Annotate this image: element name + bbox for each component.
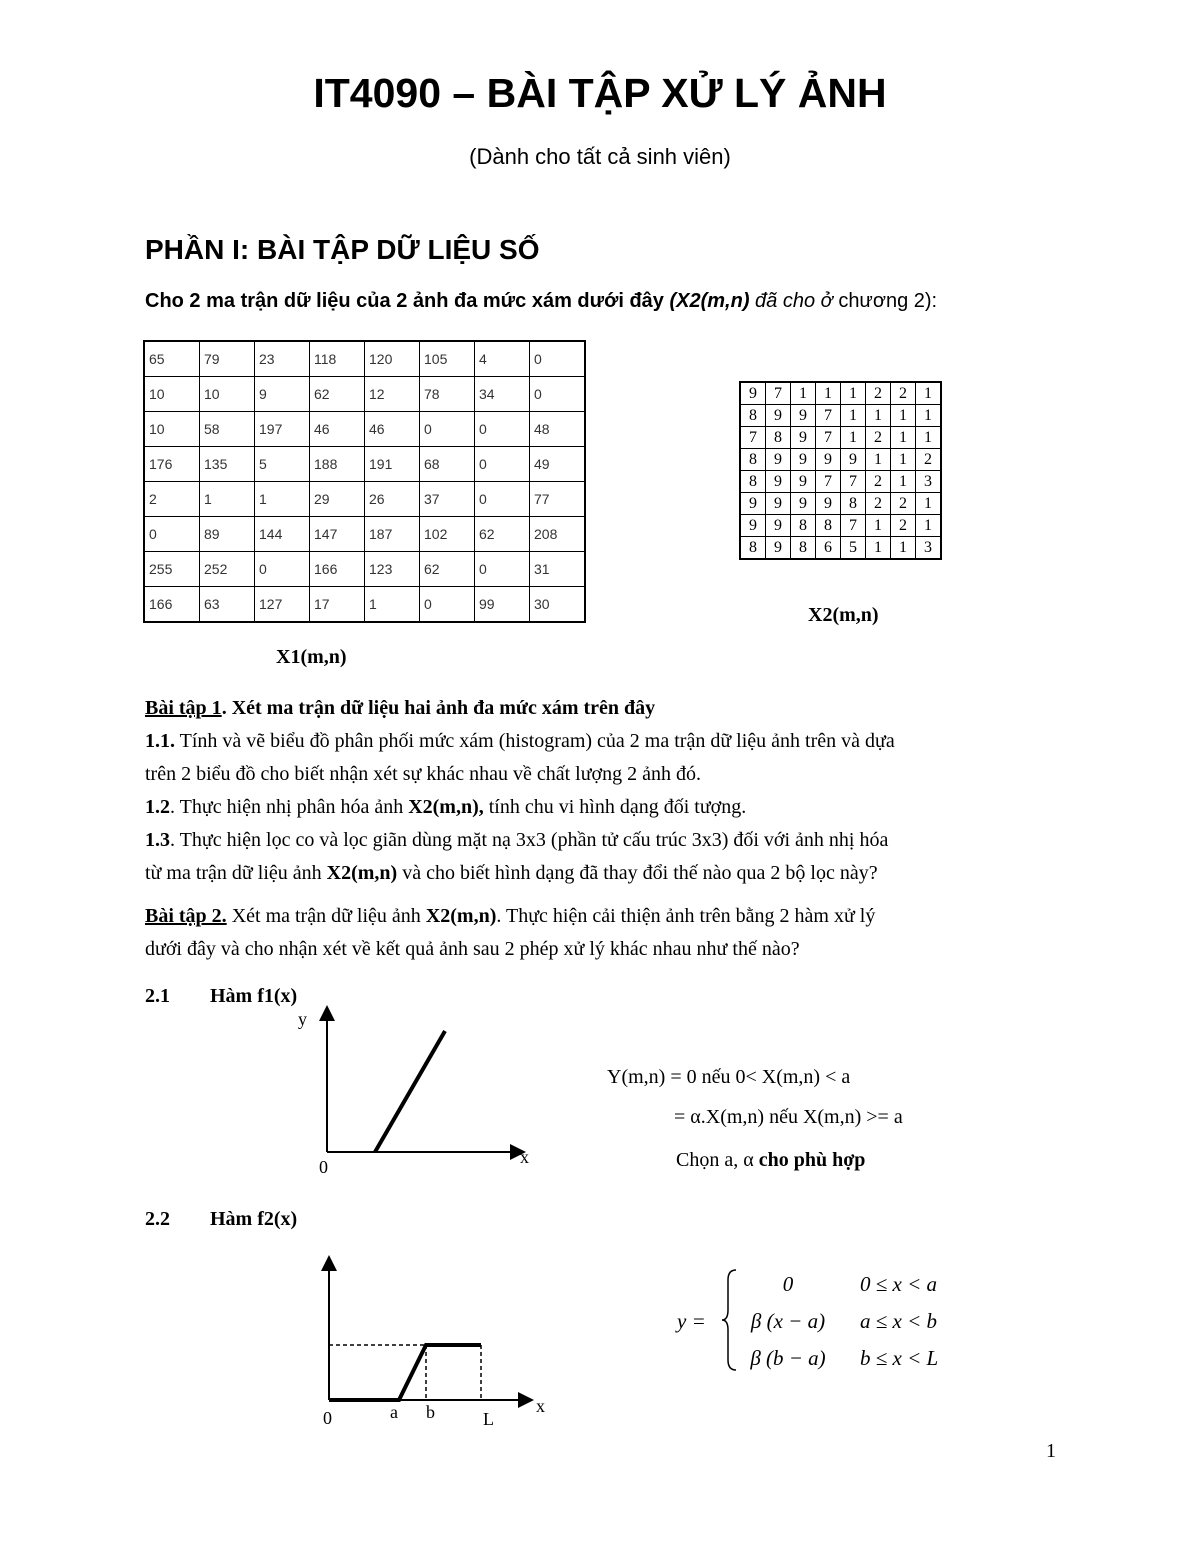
- matrix-x1-cell: 102: [420, 517, 475, 552]
- f1-axis-x-label: x: [520, 1147, 529, 1167]
- matrix-x2-cell: 8: [740, 405, 766, 427]
- ex1-q11-line1: [145, 730, 895, 753]
- matrix-x1-cell: 188: [310, 447, 365, 482]
- matrix-x2-cell: 2: [866, 427, 891, 449]
- matrix-x2-row: [740, 515, 941, 537]
- matrix-x2-cell: 8: [740, 471, 766, 493]
- matrix-x2-cell: 9: [791, 427, 816, 449]
- matrix-x2-cell: 1: [891, 537, 916, 560]
- matrix-x2-cell: 3: [916, 471, 942, 493]
- matrix-x1-row: [144, 587, 585, 623]
- matrix-x1-cell: 48: [530, 412, 586, 447]
- ex1-q13-text-a: từ ma trận dữ liệu ảnh: [145, 862, 327, 884]
- ex1-title-line: [145, 697, 655, 720]
- f1-graph: [290, 1005, 550, 1185]
- ex1-q12-ref: X2(m,n),: [408, 796, 484, 818]
- matrix-x2-cell: 9: [766, 449, 791, 471]
- intro-rest: chương 2):: [838, 290, 938, 312]
- f2-case-expr: β (b − a): [750, 1346, 826, 1370]
- matrix-x1-cell: 255: [144, 552, 200, 587]
- matrix-x1-cell: 208: [530, 517, 586, 552]
- matrix-x2-cell: 8: [841, 493, 866, 515]
- matrix-x1-cell: 9: [255, 377, 310, 412]
- matrix-x1-cell: 0: [475, 482, 530, 517]
- matrix-x1-cell: 0: [255, 552, 310, 587]
- matrix-x2-cell: 1: [916, 493, 942, 515]
- matrix-x2-row: [740, 471, 941, 493]
- matrix-x1-row: [144, 341, 585, 377]
- matrix-x2-cell: 9: [766, 537, 791, 560]
- matrix-x1-cell: 34: [475, 377, 530, 412]
- matrix-x1-cell: 99: [475, 587, 530, 623]
- matrix-x1-cell: 166: [310, 552, 365, 587]
- matrix-x2-cell: 8: [740, 449, 766, 471]
- matrix-x1-cell: 187: [365, 517, 420, 552]
- f1-label: Hàm f1(x): [210, 985, 298, 1007]
- matrix-x1-cell: 166: [144, 587, 200, 623]
- matrix-x2-cell: 5: [841, 537, 866, 560]
- matrix-x1-cell: 120: [365, 341, 420, 377]
- ex2-text-a: Xét ma trận dữ liệu ảnh: [226, 905, 426, 927]
- matrix-x1-cell: 2: [144, 482, 200, 517]
- ex1-q13-line1: [145, 829, 888, 852]
- matrix-x1-cell: 62: [475, 517, 530, 552]
- matrix-x1-cell: 191: [365, 447, 420, 482]
- ex1-q12-num: 1.2: [145, 796, 170, 818]
- matrix-x1-cell: 0: [144, 517, 200, 552]
- part1-heading: PHẦN I: BÀI TẬP DỮ LIỆU SỐ: [145, 234, 540, 265]
- matrix-x2-row: [740, 493, 941, 515]
- matrix-x2-cell: 9: [766, 471, 791, 493]
- matrix-x2-cell: 7: [816, 427, 841, 449]
- matrix-x2-cell: 9: [791, 449, 816, 471]
- matrix-x2-cell: 9: [740, 493, 766, 515]
- matrix-x2-cell: 2: [891, 382, 916, 405]
- ex1-q12-text-a: . Thực hiện nhị phân hóa ảnh: [170, 796, 409, 818]
- matrix-x2-cell: 9: [740, 515, 766, 537]
- matrix-x1-cell: 147: [310, 517, 365, 552]
- matrix-x1-cell: 118: [310, 341, 365, 377]
- ex1-q11-line2: trên 2 biểu đồ cho biết nhận xét sự khác nhau về chất lượng 2 ảnh đó.: [145, 763, 701, 785]
- matrix-x2-cell: 9: [766, 405, 791, 427]
- f1-eq-line3: [676, 1149, 865, 1172]
- f2-graph: [300, 1255, 570, 1435]
- matrix-x2-row: [740, 537, 941, 560]
- matrix-x1-cell: 49: [530, 447, 586, 482]
- intro-bold-text: Cho 2 ma trận dữ liệu của 2 ảnh đa mức xám dưới đây: [145, 290, 664, 312]
- matrix-x1-cell: 62: [420, 552, 475, 587]
- matrix-x2-cell: 9: [816, 493, 841, 515]
- ex2-line1: [145, 905, 875, 928]
- matrix-x2-row: [740, 405, 941, 427]
- matrix-x1-cell: 1: [365, 587, 420, 623]
- matrix-x2-cell: 8: [791, 515, 816, 537]
- ex2-text-b: . Thực hiện cải thiện ảnh trên bằng 2 hàm xử lý: [496, 905, 876, 927]
- matrix-x1-cell: 1: [200, 482, 255, 517]
- ex1-title-rest: . Xét ma trận dữ liệu hai ảnh đa mức xám trên đây: [221, 697, 656, 719]
- matrix-x1-cell: 30: [530, 587, 586, 623]
- matrix-x2-cell: 1: [791, 382, 816, 405]
- matrix-x1-cell: 176: [144, 447, 200, 482]
- matrix-x1-cell: 65: [144, 341, 200, 377]
- f1-eq-line3-a: Chọn a, α: [676, 1149, 759, 1171]
- matrix-x1-label: X1(m,n): [276, 646, 347, 668]
- f2-label: Hàm f2(x): [210, 1208, 298, 1230]
- matrix-x2-cell: 8: [740, 537, 766, 560]
- matrix-x1-cell: 197: [255, 412, 310, 447]
- matrix-x2-cell: 1: [841, 405, 866, 427]
- f1-eq-line3-b: cho phù hợp: [758, 1149, 866, 1171]
- matrix-x1-cell: 127: [255, 587, 310, 623]
- matrix-x2-cell: 9: [740, 382, 766, 405]
- ex1-title: Bài tập 1: [145, 697, 222, 719]
- matrix-x1-cell: 4: [475, 341, 530, 377]
- matrix-x1-cell: 29: [310, 482, 365, 517]
- matrix-x2-cell: 8: [766, 427, 791, 449]
- f2-case-cond: 0 ≤ x < a: [860, 1272, 938, 1296]
- matrix-x1-cell: 78: [420, 377, 475, 412]
- ex1-q13-num: 1.3: [145, 829, 170, 851]
- matrix-x2-cell: 9: [791, 493, 816, 515]
- intro-ref: (X2(m,n): [669, 290, 750, 312]
- matrix-x1-cell: 62: [310, 377, 365, 412]
- matrix-x1-cell: 144: [255, 517, 310, 552]
- ex1-q13-line2: [145, 862, 878, 885]
- matrix-x2-cell: 2: [891, 515, 916, 537]
- matrix-x1-cell: 31: [530, 552, 586, 587]
- matrix-x2-cell: 1: [916, 427, 942, 449]
- matrix-x2-cell: 1: [916, 515, 942, 537]
- matrix-x2-cell: 9: [766, 515, 791, 537]
- matrix-x2-label: X2(m,n): [808, 604, 879, 626]
- ex1-q12-text-b: tính chu vi hình dạng đối tượng.: [483, 796, 747, 818]
- matrix-x2-cell: 7: [816, 471, 841, 493]
- ex1-q12: [145, 796, 746, 819]
- ex1-q13-ref: X2(m,n): [326, 862, 398, 884]
- ex2-title: Bài tập 2.: [145, 905, 227, 927]
- matrix-x1-cell: 10: [144, 412, 200, 447]
- matrix-x1-cell: 77: [530, 482, 586, 517]
- matrix-x1-cell: 89: [200, 517, 255, 552]
- f2-tick-L: L: [483, 1409, 494, 1429]
- matrix-x1-cell: 0: [530, 377, 586, 412]
- matrix-x1-cell: 105: [420, 341, 475, 377]
- f2-case-expr: β (x − a): [750, 1309, 826, 1333]
- f1-eq-line1: Y(m,n) = 0 nếu 0< X(m,n) < a: [607, 1066, 851, 1088]
- matrix-x2-cell: 2: [891, 493, 916, 515]
- matrix-x2-row: [740, 382, 941, 405]
- f2-num: 2.2: [145, 1208, 170, 1230]
- matrix-x2-cell: 6: [816, 537, 841, 560]
- matrix-x2-cell: 1: [891, 449, 916, 471]
- matrix-x1-cell: 63: [200, 587, 255, 623]
- matrix-x2-cell: 1: [816, 382, 841, 405]
- f1-line: [375, 1031, 445, 1152]
- matrix-x2-cell: 7: [841, 515, 866, 537]
- f2-origin-label: 0: [323, 1408, 332, 1428]
- f1-origin-label: 0: [319, 1157, 328, 1177]
- matrix-x2-cell: 1: [866, 405, 891, 427]
- matrix-x2-cell: 1: [916, 405, 942, 427]
- f2-case-expr: 0: [782, 1272, 794, 1296]
- matrix-x1-cell: 0: [420, 412, 475, 447]
- matrix-x1-cell: 5: [255, 447, 310, 482]
- matrix-x2-cell: 2: [916, 449, 942, 471]
- f2-case-cond: a ≤ x < b: [860, 1309, 938, 1333]
- matrix-x2-cell: 1: [891, 405, 916, 427]
- matrix-x2-cell: 1: [916, 382, 942, 405]
- matrix-x2-cell: 1: [866, 537, 891, 560]
- f1-num: 2.1: [145, 985, 170, 1007]
- matrix-x1-cell: 123: [365, 552, 420, 587]
- matrix-x2-cell: 1: [841, 427, 866, 449]
- ex1-q11-text1: Tính và vẽ biểu đồ phân phối mức xám (histogram) của 2 ma trận dữ liệu ảnh trên và dựa: [175, 730, 895, 752]
- f2-case-cond: b ≤ x < L: [860, 1346, 939, 1370]
- page-title: IT4090 – BÀI TẬP XỬ LÝ ẢNH: [313, 70, 887, 116]
- matrix-x1-cell: 10: [200, 377, 255, 412]
- ex2-line2: dưới đây và cho nhận xét về kết quả ảnh sau 2 phép xử lý khác nhau như thế nào?: [145, 938, 800, 960]
- matrix-x2-cell: 9: [791, 405, 816, 427]
- matrix-x2: [739, 381, 942, 560]
- matrix-x1-cell: 17: [310, 587, 365, 623]
- matrix-x1: [143, 340, 586, 623]
- matrix-x1-cell: 26: [365, 482, 420, 517]
- f2-tick-a: a: [390, 1402, 398, 1422]
- ex2-ref: X2(m,n): [425, 905, 497, 927]
- matrix-x1-cell: 0: [475, 552, 530, 587]
- matrix-x2-cell: 1: [891, 471, 916, 493]
- matrix-x2-cell: 7: [740, 427, 766, 449]
- f2-curve: [329, 1345, 481, 1400]
- matrix-x1-cell: 12: [365, 377, 420, 412]
- matrix-x2-cell: 1: [891, 427, 916, 449]
- matrix-x2-cell: 1: [866, 515, 891, 537]
- ex1-q13-text-b: và cho biết hình dạng đã thay đổi thế nào qua 2 bộ lọc này?: [397, 862, 878, 884]
- f1-axis-y-label: y: [298, 1009, 307, 1029]
- matrix-x1-row: [144, 377, 585, 412]
- matrix-x1-cell: 1: [255, 482, 310, 517]
- matrix-x1-row: [144, 552, 585, 587]
- ex1-q13-text1: . Thực hiện lọc co và lọc giãn dùng mặt nạ 3x3 (phần tử cấu trúc 3x3) đối với ảnh nhị hóa: [170, 829, 889, 851]
- page-subtitle: (Dành cho tất cả sinh viên): [469, 144, 731, 169]
- matrix-x2-cell: 3: [916, 537, 942, 560]
- matrix-x1-row: [144, 412, 585, 447]
- matrix-x1-cell: 0: [420, 587, 475, 623]
- matrix-x2-cell: 8: [816, 515, 841, 537]
- matrix-x1-cell: 23: [255, 341, 310, 377]
- matrix-x1-row: [144, 482, 585, 517]
- ex1-q11-num: 1.1.: [145, 730, 175, 752]
- f2-brace: [720, 1268, 740, 1372]
- matrix-x2-cell: 2: [866, 493, 891, 515]
- matrix-x2-cell: 8: [791, 537, 816, 560]
- matrix-x2-row: [740, 427, 941, 449]
- matrix-x1-cell: 68: [420, 447, 475, 482]
- matrix-x2-cell: 9: [841, 449, 866, 471]
- matrix-x2-cell: 2: [866, 471, 891, 493]
- matrix-x1-cell: 37: [420, 482, 475, 517]
- intro-italic: đã cho ở: [755, 290, 833, 312]
- f2-tick-b: b: [426, 1402, 435, 1422]
- matrix-x2-cell: 2: [866, 382, 891, 405]
- matrix-x1-cell: 79: [200, 341, 255, 377]
- matrix-x1-cell: 46: [310, 412, 365, 447]
- matrix-x1-cell: 46: [365, 412, 420, 447]
- matrix-x1-cell: 0: [475, 447, 530, 482]
- page-number: 1: [1046, 1440, 1056, 1462]
- matrix-x2-row: [740, 449, 941, 471]
- matrix-x1-cell: 135: [200, 447, 255, 482]
- matrix-x2-cell: 9: [791, 471, 816, 493]
- matrix-x1-cell: 10: [144, 377, 200, 412]
- matrix-x2-cell: 7: [816, 405, 841, 427]
- matrix-x1-cell: 0: [530, 341, 586, 377]
- matrix-x2-cell: 1: [841, 382, 866, 405]
- matrix-x1-cell: 58: [200, 412, 255, 447]
- f2-eq-lhs: y =: [677, 1309, 706, 1333]
- matrix-x1-cell: 0: [475, 412, 530, 447]
- matrix-x1-row: [144, 517, 585, 552]
- f1-eq-line2: = α.X(m,n) nếu X(m,n) >= a: [674, 1106, 903, 1128]
- matrix-x1-cell: 252: [200, 552, 255, 587]
- matrix-x2-cell: 7: [766, 382, 791, 405]
- matrix-x2-cell: 1: [866, 449, 891, 471]
- matrix-x2-cell: 7: [841, 471, 866, 493]
- matrix-x2-cell: 9: [816, 449, 841, 471]
- part1-intro: [145, 290, 937, 313]
- matrix-x1-row: [144, 447, 585, 482]
- matrix-x2-cell: 9: [766, 493, 791, 515]
- f2-axis-x-label: x: [536, 1396, 545, 1416]
